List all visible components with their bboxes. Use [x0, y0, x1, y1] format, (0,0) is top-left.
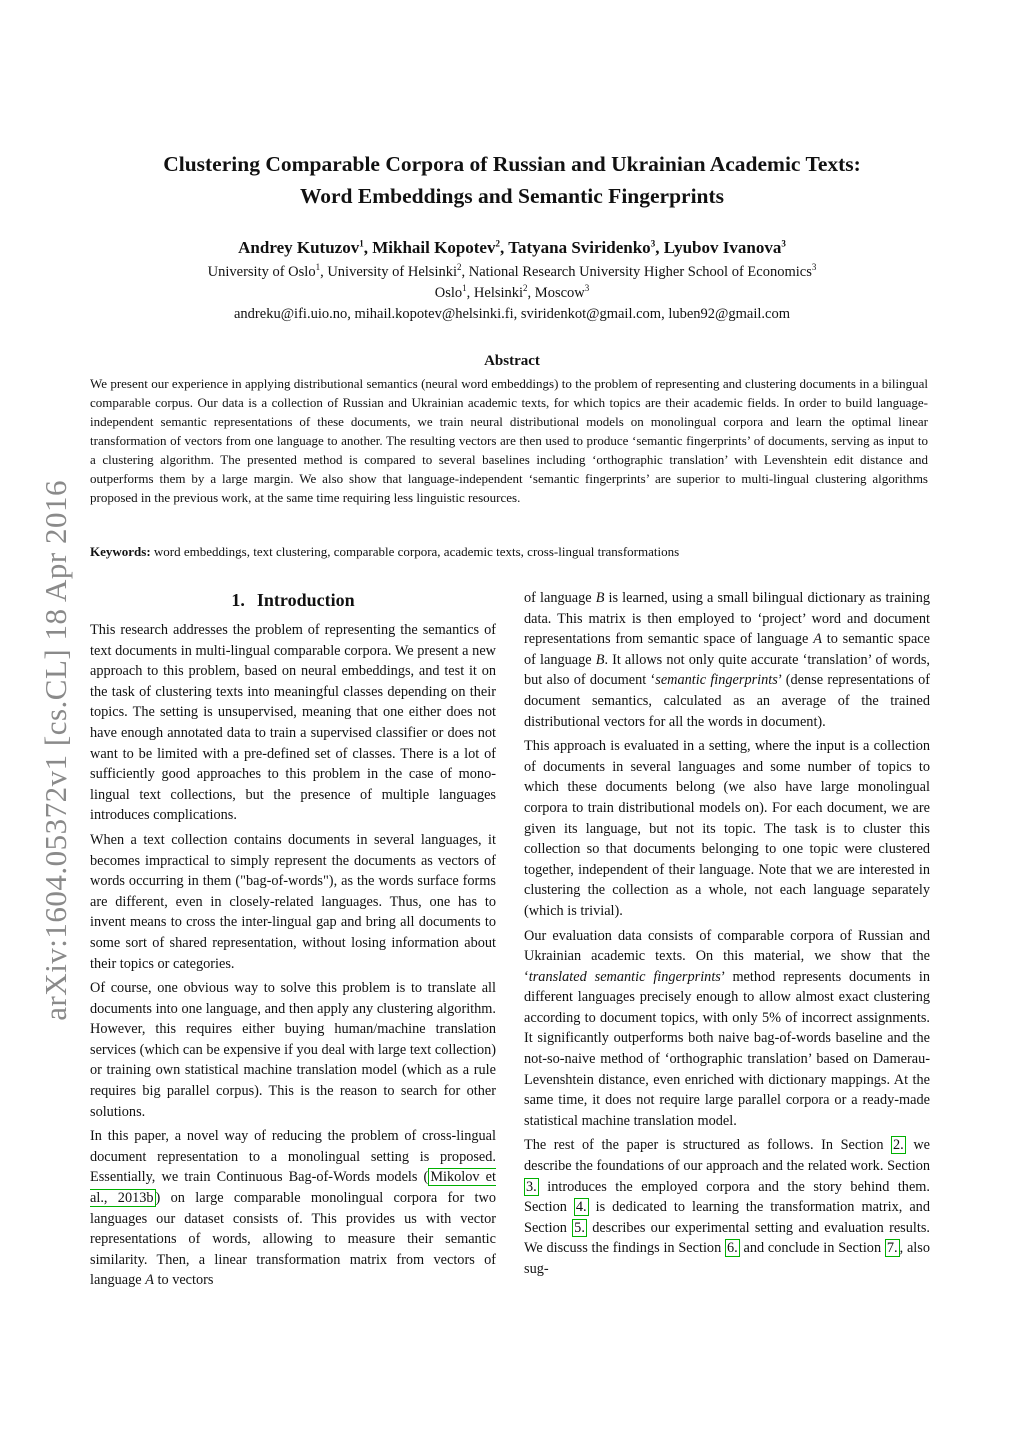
text-run: ’ method represents documents in different languages precisely enough to allow almost exact clustering according to document topics, with only 5% of incorrect assignments. It significantly outperforms both naive bag-of-words baseline and the not-so-naive method of ‘orthographic translation’ based on Damerau-Levenshtein distance, even enriched with dictionary mappings. At the same time, it does not require large parallel corpora or a ready-made statistical machine translation model.: [524, 968, 930, 1129]
text-run: In this paper, a novel way of reducing the problem of cross-lingual document representation to a monolingual setting is proposed. Essentially, we train Continuous Bag-of-Words models (: [90, 1128, 496, 1186]
left-column: [90, 588, 496, 1295]
location-name: Helsinki: [473, 285, 524, 301]
math-variable: B: [595, 651, 605, 668]
email-list: andreku@ifi.uio.no, mihail.kopotev@helsinki.fi, sviridenkot@gmail.com, luben92@gmail.com: [234, 306, 790, 322]
abstract-text: We present our experience in applying distributional semantics (neural word embeddings) to the problem of representing and clustering documents in a bilingual comparable corpus. Our data is a collection of Russian and Ukrainian academic texts, for which topics are their academic fields. In order to build language-independent semantic representations of these documents, we train neural distributional models on monolingual corpora and learn the optimal linear transformation of vectors from one language to another. The resulting vectors are then used to produce ‘semantic fingerprints’ of documents, serving as input to a clustering algorithm. The presented method is compared to several baselines including ‘orthographic translation’ with Levenshtein edit distance and outperforms them by a large margin. We also show that language-independent ‘semantic fingerprints’ are superior to multi-lingual clustering algorithms proposed in the previous work, at the same time requiring less linguistic resources.: [90, 376, 928, 505]
affiliation-name: University of Oslo: [207, 264, 316, 280]
location-name: Oslo: [434, 285, 463, 301]
section-ref-link[interactable]: 3.: [526, 1178, 537, 1195]
paragraph: [90, 1126, 496, 1291]
text-run: introduces the employed corpora and the story behind them. Section: [524, 1178, 930, 1216]
text-run: and conclude in Section: [739, 1240, 885, 1257]
author-name: Lyubov Ivanova: [663, 238, 782, 257]
paragraph: [524, 588, 930, 732]
emphasis: translated semantic fingerprints: [528, 968, 721, 985]
paper-title: [90, 148, 934, 212]
text-run: we describe the foundations of our approach and the related work. Section: [524, 1137, 930, 1175]
right-column: [524, 588, 930, 1284]
text-run: of language: [524, 590, 596, 606]
text-run: The rest of the paper is structured as follows. In Section: [524, 1137, 892, 1154]
section-heading-introduction: [90, 588, 496, 612]
affiliation-name: National Research University Higher School of Economics: [468, 264, 812, 280]
location-sup: 1: [462, 283, 467, 294]
arxiv-id-text: arXiv:1604.05372v1 [cs.CL] 18 Apr 2016: [38, 479, 73, 1021]
location-sup: 3: [584, 283, 590, 294]
arxiv-identifier: [26, 450, 86, 1050]
author-sup: 3: [650, 238, 656, 249]
author-name: Tatyana Sviridenko: [508, 238, 651, 257]
location-name: Moscow: [534, 285, 585, 301]
section-number: 1.: [231, 590, 245, 610]
text-run: . It allows not only quite accurate ‘translation’ of words, but also of document ‘: [524, 651, 930, 689]
author-name: Andrey Kutuzov: [238, 238, 360, 257]
author-sup: 3: [781, 238, 786, 249]
text-run: to semantic space of language: [524, 631, 930, 668]
keywords-label: Keywords:: [90, 544, 151, 559]
affiliation-sup: 2: [457, 262, 462, 273]
author-sup: 1: [359, 238, 364, 249]
author-list: Andrey Kutuzov$^1$, Mikhail Kopotev$^2$, Tatyana Sviridenko$^3$, Lyubov Ivanova$^3$: [238, 238, 786, 257]
text-run: to vectors: [153, 1272, 214, 1289]
author-sup: 2: [495, 238, 500, 249]
affiliation-sup: 1: [315, 262, 321, 273]
text-run: describes our experimental setting and evaluation results. We discuss the findings in Section: [524, 1219, 930, 1257]
title-line-2: Word Embeddings and Semantic Fingerprints: [299, 184, 725, 208]
text-run: ’ (dense representations of document semantics, calculated as an average of the trained distributional vectors for all the words in document).: [524, 672, 930, 730]
location-sup: 2: [523, 283, 528, 294]
paragraph: [524, 1135, 930, 1279]
paragraph: This approach is evaluated in a setting, where the input is a collection of documents in several languages and some number of topics to which these documents belong (we also have large monolingual corpora to train distributional models on). For each document, we are given its language, but not its topic. The task is to cluster this collection so that documents belonging to one topic were clustered together, independent of their language. Note that we are interested in clustering the collection as a whole, not each language separately (which is trivial).: [524, 738, 930, 919]
emphasis: semantic fingerprints: [655, 672, 778, 689]
paragraph: Of course, one obvious way to solve this problem is to translate all documents into one language, and then apply any clustering algorithm. However, this requires either buying human/machine translation services (which can be expensive if you deal with large text collection) or training own statistical machine translation model (which as a rule requires big parallel corpus). This is the reason to search for other solutions.: [90, 980, 496, 1120]
section-ref-link[interactable]: 4.: [575, 1199, 587, 1216]
paragraph: When a text collection contains documents in several languages, it becomes impractical to simply represent the documents as vectors of words occurring in them ("bag-of-words"), as the words surface forms are different, even in closely-related languages. Thus, one has to invent means to cross the inter-lingual gap and bring all documents to some sort of shared representation, without losing information about their topics or categories.: [90, 831, 496, 972]
section-ref-link[interactable]: 5.: [574, 1219, 585, 1236]
math-variable: A: [813, 631, 822, 648]
affiliation-name: University of Helsinki: [327, 264, 458, 280]
text-run: ) on large comparable monolingual corpora for two languages our dataset consists of. This provides us with vector representations of words, allowing to measure their semantic similarity. Then, a linear transformation matrix from vectors of language: [90, 1190, 496, 1289]
author-name: Mikhail Kopotev: [372, 238, 496, 257]
text-run: is dedicated to learning the transformation matrix, and Section: [524, 1199, 930, 1236]
text-run: , also sug-: [524, 1240, 930, 1277]
section-ref-link[interactable]: 6.: [727, 1240, 738, 1257]
affiliation-sup: 3: [811, 262, 817, 273]
affiliation-list: University of Oslo$^1$, University of Helsinki$^2$, National Research University Higher School of Economics$^3$: [207, 262, 817, 280]
paragraph: This research addresses the problem of representing the semantics of text documents in multi-lingual comparable corpora. We present a new approach to this problem, based on neural embeddings, and test it on the task of clustering texts into meaningful classes depending on their topics. The setting is unsupervised, meaning that one either does not have enough annotated data to train a supervised classifier or does not want to be limited with a pre-defined set of classes. There is a lot of sufficiently good approaches to this problem in the case of mono-lingual text collections, but the presence of multiple languages introduces complications.: [90, 622, 496, 824]
section-ref-link[interactable]: 7.: [886, 1240, 898, 1257]
abstract-heading: Abstract: [484, 353, 540, 369]
text-run: Our evaluation data consists of comparable corpora of Russian and Ukrainian academic texts. On this material, we show that the ‘: [524, 927, 930, 985]
text-run: is learned, using a small bilingual dictionary as training data. This matrix is then employed to ‘project’ word and document representations from semantic space of language: [524, 590, 930, 648]
paragraph: [524, 926, 930, 1132]
math-variable: A: [145, 1272, 154, 1289]
section-title: Introduction: [256, 590, 355, 610]
keywords: [90, 544, 928, 560]
keywords-text: word embeddings, text clustering, comparable corpora, academic texts, cross-lingual transformations: [153, 544, 680, 559]
math-variable: B: [595, 590, 605, 606]
section-ref-link[interactable]: 2.: [893, 1137, 904, 1154]
citation-link[interactable]: Mikolov et al., 2013b: [90, 1169, 496, 1207]
title-line-1: Clustering Comparable Corpora of Russian and Ukrainian Academic Texts:: [163, 152, 861, 176]
location-list: Oslo$^1$, Helsinki$^2$, Moscow$^3$: [434, 283, 590, 301]
